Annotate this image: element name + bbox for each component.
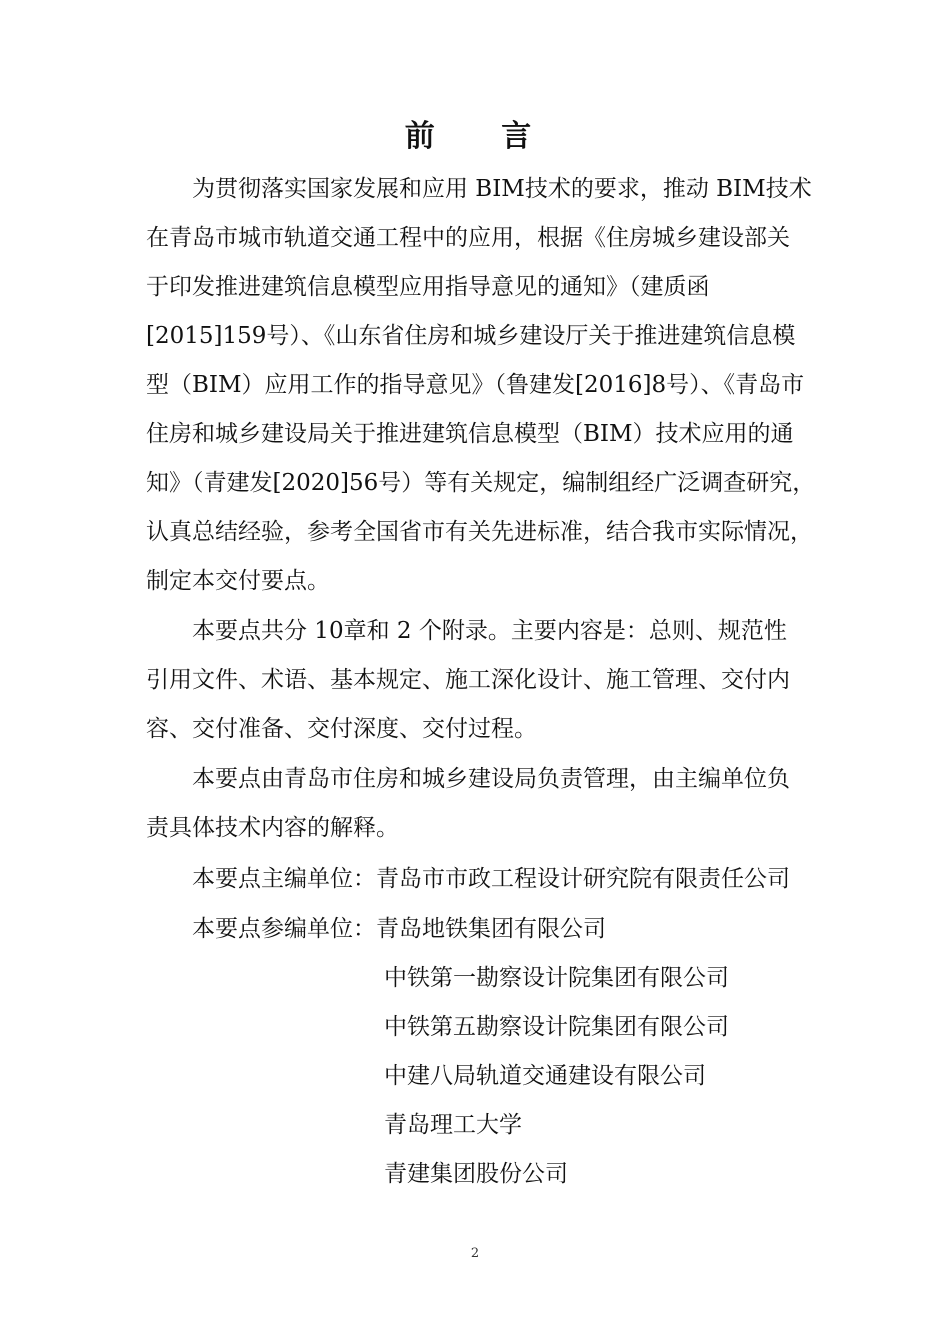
page-number: 2 bbox=[470, 1246, 480, 1261]
participating-unit-line bbox=[146, 905, 826, 954]
paragraph-line: 制定本交付要点。 bbox=[146, 568, 330, 594]
participating-unit: 青岛地铁集团有限公司 bbox=[376, 915, 606, 942]
participating-unit: 青岛理工大学 bbox=[384, 1111, 522, 1138]
document-body bbox=[146, 165, 826, 1200]
paragraph-line: 引用文件、术语、基本规定、施工深化设计、施工管理、交付内 bbox=[146, 667, 790, 694]
paragraph-line: [2015]159号）、《山东省住房和城乡建设厅关于推进建筑信息模 bbox=[146, 323, 796, 349]
paragraph-line: 为贯彻落实国家发展和应用 BIM技术的要求，推动 BIM技术 bbox=[192, 176, 812, 202]
chief-unit bbox=[146, 855, 826, 904]
paragraph-line: 在青岛市城市轨道交通工程中的应用，根据《住房城乡建设部关 bbox=[146, 225, 790, 251]
paragraph-line: 责具体技术内容的解释。 bbox=[146, 815, 399, 842]
participating-units-label: 本要点参编单位： bbox=[192, 915, 376, 942]
paragraph-line: 本要点共分 10章和 2 个附录。主要内容是：总则、规范性 bbox=[192, 618, 787, 645]
participating-units bbox=[146, 905, 826, 1199]
chief-unit-line bbox=[146, 855, 826, 904]
participating-unit: 中铁第五勘察设计院集团有限公司 bbox=[384, 1013, 729, 1040]
paragraph-line: 于印发推进建筑信息模型应用指导意见的通知》（建质函 bbox=[146, 274, 710, 300]
paragraph-line: 型（BIM）应用工作的指导意见》（鲁建发[2016]8号）、《青岛市 bbox=[146, 372, 805, 398]
paragraph-2 bbox=[146, 607, 826, 754]
paragraph-line: 容、交付准备、交付深度、交付过程。 bbox=[146, 716, 537, 743]
participating-unit: 青建集团股份公司 bbox=[384, 1160, 568, 1187]
paragraph-3 bbox=[146, 755, 826, 853]
paragraph-line: 知》（青建发[2020]56号）等有关规定，编制组经广泛调查研究， bbox=[146, 470, 816, 496]
paragraph-line: 住房和城乡建设局关于推进建筑信息模型（BIM）技术应用的通 bbox=[146, 421, 794, 447]
chief-unit-value: 青岛市市政工程设计研究院有限责任公司 bbox=[376, 865, 790, 892]
page-title: 前 言 bbox=[404, 119, 560, 154]
chief-unit-label: 本要点主编单位： bbox=[192, 865, 376, 892]
paragraph-1 bbox=[146, 165, 826, 606]
paragraph-line: 本要点由青岛市住房和城乡建设局负责管理，由主编单位负 bbox=[192, 766, 790, 793]
participating-unit: 中铁第一勘察设计院集团有限公司 bbox=[384, 964, 729, 991]
paragraph-line: 认真总结经验，参考全国省市有关先进标准，结合我市实际情况， bbox=[146, 519, 813, 545]
participating-unit: 中建八局轨道交通建设有限公司 bbox=[384, 1062, 706, 1089]
